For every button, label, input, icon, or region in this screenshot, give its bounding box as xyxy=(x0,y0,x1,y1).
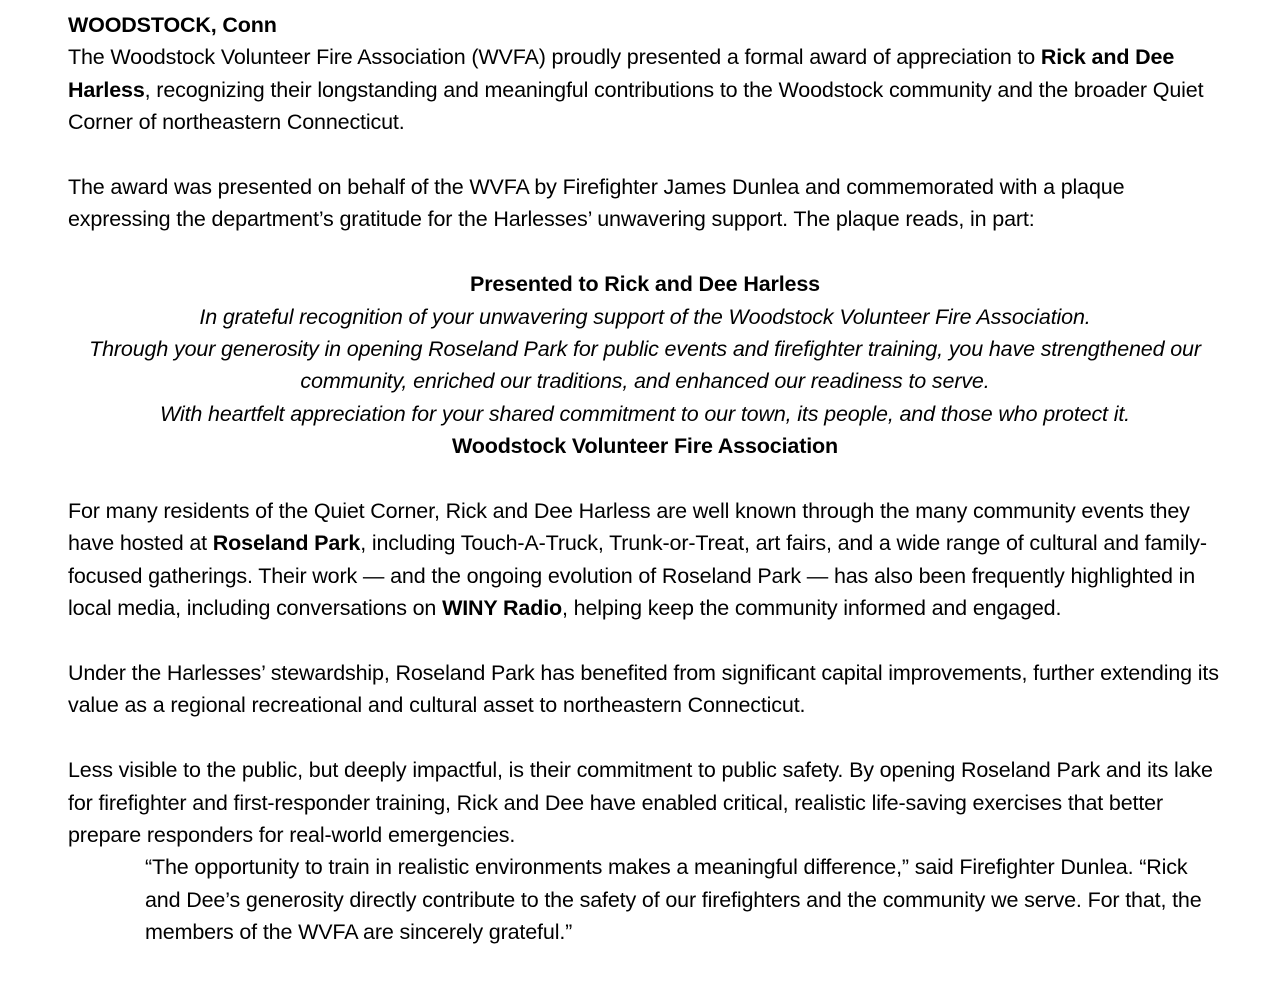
award-presentation-paragraph-text: The award was presented on behalf of the WVFA by Firefighter James Dunlea and commemorated with a plaque expressing the department’s gratitude for the Harlesses’ unwavering support. The plaque reads, in part: xyxy=(68,175,1125,232)
public-safety-paragraph-text: Less visible to the public, but deeply impactful, is their commitment to public safety. By opening Roseland Park and its lake for firefighter and first-responder training, Rick and Dee have enabled critical, realistic life-saving exercises that better prepare responders for real-world emergencies. xyxy=(68,758,1213,848)
dateline xyxy=(68,9,1222,41)
public-safety-paragraph xyxy=(68,754,1222,851)
plaque-line-3 xyxy=(68,398,1222,430)
plaque-signature xyxy=(68,430,1222,462)
intro-paragraph-text: , recognizing their longstanding and meaningful contributions to the Woodstock community and the broader Quiet Corner of northeastern Connecticut. xyxy=(68,77,1204,135)
stewardship-paragraph-text: Under the Harlesses’ stewardship, Roseland Park has benefited from significant capital improvements, further extending its value as a regional recreational and cultural asset to northeastern Connecticut. xyxy=(68,661,1219,718)
plaque-title-text: Presented to Rick and Dee Harless xyxy=(470,272,820,297)
community-events-paragraph-text: Roseland Park xyxy=(212,531,361,556)
plaque-line-3-text: With heartfelt appreciation for your shared commitment to our town, its people, and those who protect it. xyxy=(160,401,1130,426)
plaque-signature-text: Woodstock Volunteer Fire Association xyxy=(451,434,839,459)
award-presentation-paragraph xyxy=(68,171,1222,236)
community-events-paragraph-text: , helping keep the community informed and engaged. xyxy=(562,596,1062,621)
plaque-line-1 xyxy=(68,301,1222,333)
intro-paragraph-text: The Woodstock Volunteer Fire Association (WVFA) proudly presented a formal award of appreciation to xyxy=(68,45,1041,70)
plaque-title xyxy=(68,268,1222,300)
firefighter-quote-paragraph-text: “The opportunity to train in realistic environments makes a meaningful difference,” said Firefighter Dunlea. “Rick and Dee’s generosity directly contribute to the safety of our firefighters and the community we serve. For that, the members of the WVFA are sincerely grateful.” xyxy=(145,855,1202,945)
firefighter-quote-paragraph xyxy=(145,851,1222,948)
plaque-line-1-text: In grateful recognition of your unwavering support of the Woodstock Volunteer Fire Association. xyxy=(199,304,1091,329)
intro-paragraph xyxy=(68,41,1222,138)
community-events-paragraph xyxy=(68,495,1222,625)
community-events-paragraph-text: WINY Radio xyxy=(442,596,563,621)
plaque-line-2 xyxy=(68,333,1222,398)
dateline-text: WOODSTOCK, Conn xyxy=(68,13,277,37)
plaque-line-2-text: Through your generosity in opening Roseland Park for public events and firefighter training, you have strengthened our community, enriched our traditions, and enhanced our readiness to serve. xyxy=(89,337,1201,394)
community-events-paragraph-text: For many residents of the Quiet Corner, Rick and Dee Harless are well known through the many community events they have hosted at xyxy=(68,499,1190,556)
stewardship-paragraph xyxy=(68,657,1222,722)
intro-paragraph-text: Rick and Dee Harless xyxy=(68,45,1175,102)
community-events-paragraph-text: , including Touch-A-Truck, Trunk-or-Treat, art fairs, and a wide range of cultural and family-focused gatherings. Their work — and the ongoing evolution of Roseland Park — has also been frequently highlighted in local media, including conversations on xyxy=(68,531,1207,621)
